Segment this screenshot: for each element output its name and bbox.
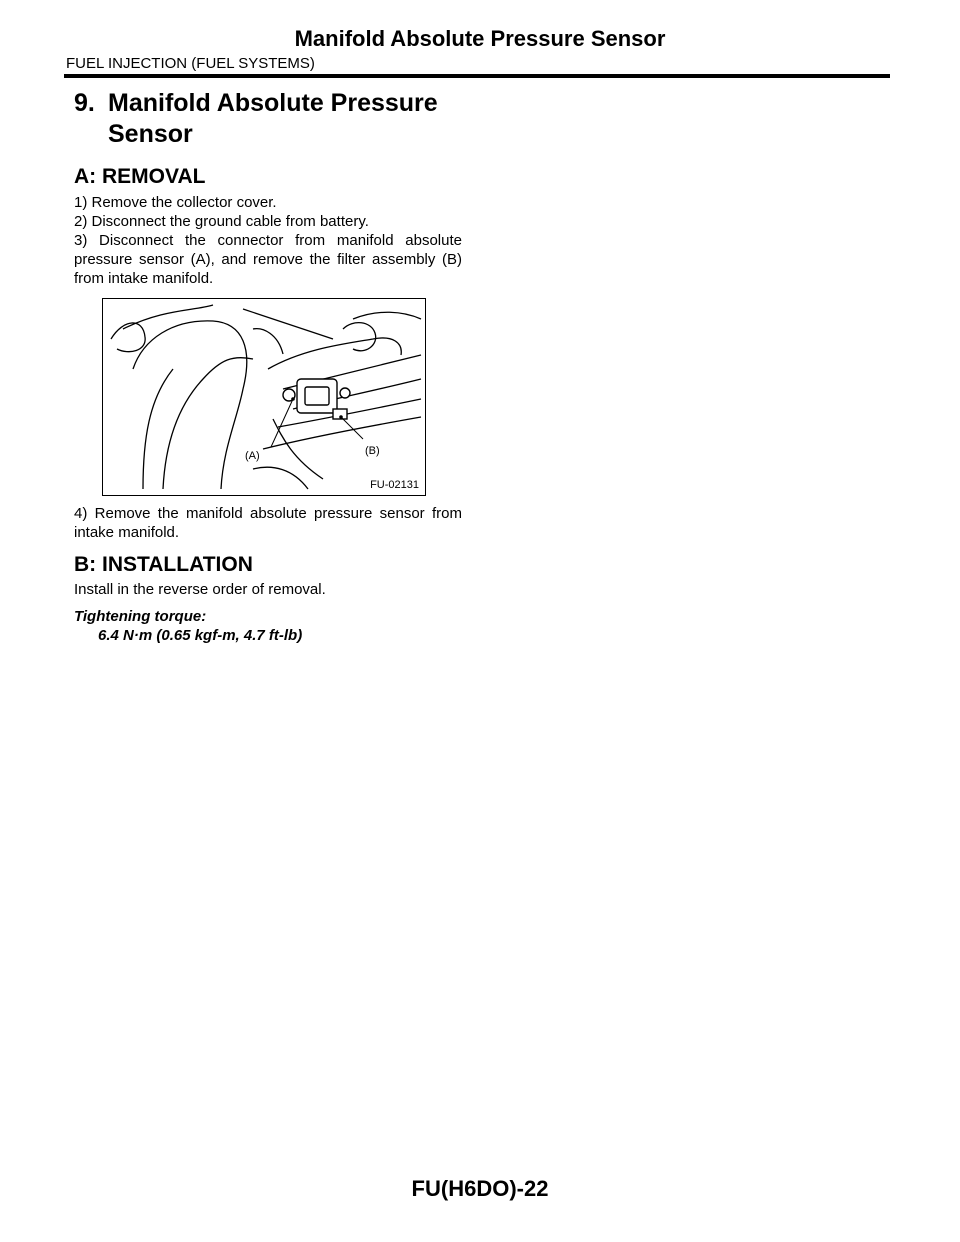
page-footer-id: FU(H6DO)-22	[411, 1176, 549, 1201]
figure-intake-manifold	[102, 298, 426, 496]
torque-value: 6.4 N·m (0.65 kgf-m, 4.7 ft-lb)	[98, 627, 303, 644]
section-title-line1: Manifold Absolute Pressure	[108, 89, 438, 117]
header-divider	[64, 74, 890, 78]
installation-heading: B: INSTALLATION	[74, 553, 253, 576]
removal-step-3: 3) Disconnect the connector from manifold absolute pressure sensor (A), and remove the filter assembly (B) from intake manifold.	[74, 232, 462, 287]
figure-code: FU-02131	[370, 479, 419, 491]
figure-illustration	[103, 299, 425, 495]
section-title-line2: Sensor	[108, 120, 193, 148]
removal-step-2: 2) Disconnect the ground cable from battery.	[74, 213, 369, 230]
figure-label-b: (B)	[365, 445, 380, 457]
torque-label: Tightening torque:	[74, 608, 207, 625]
removal-step-4: 4) Remove the manifold absolute pressure sensor from intake manifold.	[74, 505, 462, 541]
figure-label-a: (A)	[245, 450, 260, 462]
removal-step-1: 1) Remove the collector cover.	[74, 194, 277, 211]
removal-heading: A: REMOVAL	[74, 165, 206, 188]
page-header-subtitle: FUEL INJECTION (FUEL SYSTEMS)	[66, 55, 315, 72]
section-number: 9.	[74, 89, 95, 117]
section-title	[74, 88, 462, 150]
page-header-title: Manifold Absolute Pressure Sensor	[294, 26, 666, 51]
content-column	[74, 84, 462, 645]
installation-text: Install in the reverse order of removal.	[74, 581, 326, 598]
